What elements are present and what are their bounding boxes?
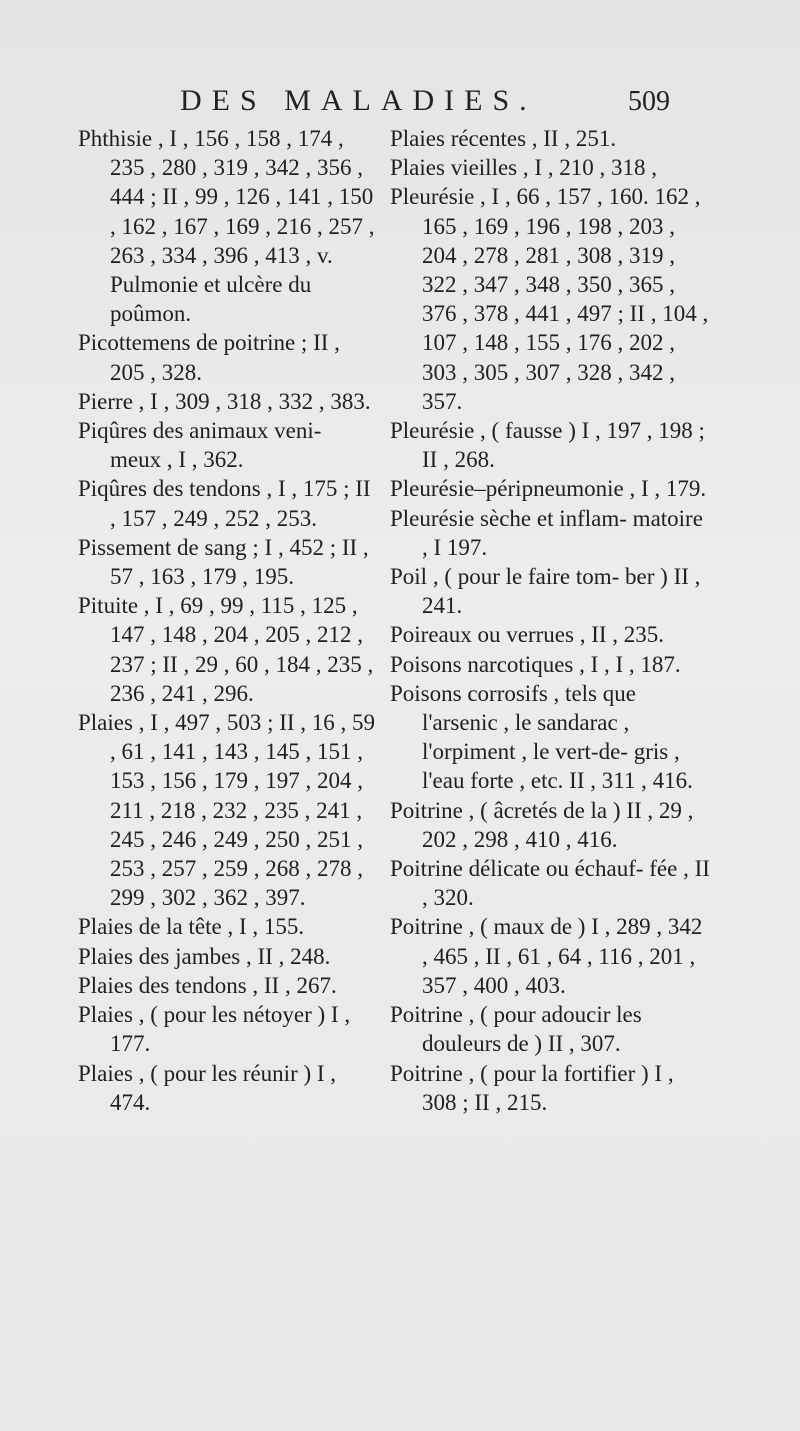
- index-entry-piqures-animaux: Piqûres des animaux veni- meux , I , 362.: [78, 418, 328, 473]
- index-entry-pleuresie-fausse: Pleurésie , ( fausse ) I , 197 , 198 ; II , 268.: [390, 418, 711, 473]
- index-entry-plaies: Plaies , I , 497 , 503 ; II , 16 , 59 , 61 , 141 , 143 , 145 , 151 , 153 , 156 , 179 , 197 , 204 , 211 , 218 , 232 , 235 , 241 , 245 , 246 , 249 , 250 , 251 , 253 , 257 , 259 , 268 , 278 , 299 , 302 , 362 , 397.: [78, 710, 381, 911]
- index-entry-poitrine-adoucir: Poitrine , ( pour adoucir les douleurs de ) II , 307.: [390, 1002, 648, 1057]
- index-entry-plaies-jambes: Plaies des jambes , II , 248.: [78, 943, 331, 969]
- index-entry-plaies-reunir: Plaies , ( pour les réunir ) I , 474.: [78, 1060, 342, 1115]
- index-entry-plaies-vieilles: Plaies vieilles , I , 210 , 318 ,: [390, 155, 658, 181]
- index-entry-poisons-narcotiques: Poisons narcotiques , I , I , 187.: [390, 651, 681, 677]
- index-entry-poitrine-fortifier: Poitrine , ( pour la fortifier ) I , 308 ; II , 215.: [390, 1060, 680, 1115]
- index-entry-pissement-de-sang: Pissement de sang ; I , 452 ; II , 57 , 163 , 179 , 195.: [78, 534, 375, 590]
- index-entry-poitrine-delicate: Poitrine délicate ou échauf- fée , II , 320.: [390, 856, 716, 911]
- index-entry-plaies-tendons: Plaies des tendons , II , 267.: [78, 972, 337, 998]
- index-entry-plaies-recentes: Plaies récentes , II , 251.: [390, 126, 617, 151]
- page-number: 509: [628, 86, 670, 117]
- index-entry-phthisie: Phthisie , I , 156 , 158 , 174 , 235 , 280 , 319 , 342 , 356 , 444 ; II , 99 , 126 , 141 , 150 , 162 , 167 , 169 , 216 , 257 , 263 , 334 , 396 , 413 , v. Pulmonie et ulcère du poûmon.: [78, 126, 381, 327]
- index-entry-poitrine-maux: Poitrine , ( maux de ) I , 289 , 342 , 465 , II , 61 , 64 , 116 , 201 , 357 , 400 , 403.: [390, 914, 709, 998]
- index-entry-plaies-netoyer: Plaies , ( pour les nétoyer ) I , 177.: [78, 1002, 356, 1057]
- index-entry-pleuresie-peripneumonie: Pleurésie–péripneumonie , I , 179.: [390, 476, 707, 502]
- index-entry-pleuresie-seche: Pleurésie sèche et inflam- matoire , I 197.: [390, 505, 709, 560]
- index-column-left: [78, 124, 381, 1117]
- index-entry-poitrine-acretes: Poitrine , ( âcretés de la ) II , 29 , 202 , 298 , 410 , 416.: [390, 797, 700, 852]
- running-title: DES MALADIES.: [180, 84, 537, 117]
- index-entry-pituite: Pituite , I , 69 , 99 , 115 , 125 , 147 , 148 , 204 , 205 , 212 , 237 ; II , 29 , 60 , 184 , 235 , 236 , 241 , 296.: [78, 593, 379, 706]
- index-column-right: [390, 124, 716, 1117]
- index-entry-poil: Poil , ( pour le faire tom- ber ) II , 241.: [390, 564, 707, 619]
- index-entry-poireaux: Poireaux ou verrues , II , 235.: [390, 622, 665, 648]
- index-entry-plaies-tete: Plaies de la tête , I , 155.: [78, 914, 305, 940]
- index-entry-picottemens: Picottemens de poitrine ; II , 205 , 328.: [78, 330, 346, 385]
- index-entry-piqures-tendons: Piqûres des tendons , I , 175 ; II , 157 , 249 , 252 , 253.: [78, 476, 377, 531]
- index-entry-pierre: Pierre , I , 309 , 318 , 332 , 383.: [78, 388, 371, 414]
- index-entry-pleuresie: Pleurésie , I , 66 , 157 , 160. 162 , 165 , 169 , 196 , 198 , 203 , 204 , 278 , 281 , 308 , 319 , 322 , 347 , 348 , 350 , 365 , 376 , 378 , 441 , 497 ; II , 104 , 107 , 148 , 155 , 176 , 202 , 303 , 305 , 307 , 328 , 342 , 357.: [390, 184, 714, 414]
- index-entry-poisons-corrosifs: Poisons corrosifs , tels que l'arsenic , le sandarac , l'orpiment , le vert-de- gris , l'eau forte , etc. II , 311 , 416.: [390, 680, 693, 794]
- running-head: [0, 84, 800, 124]
